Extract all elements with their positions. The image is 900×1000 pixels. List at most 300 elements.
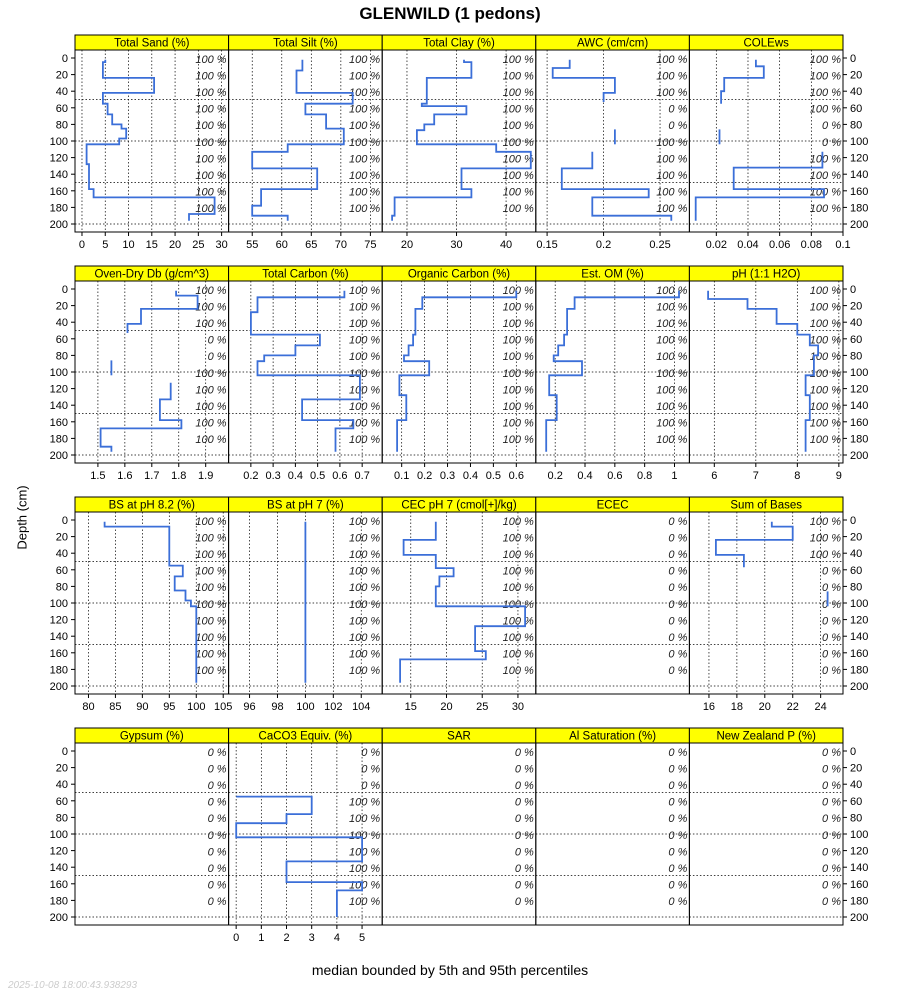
y-tick-label-right: 40	[850, 548, 863, 561]
percent-label: 100 %	[809, 334, 841, 347]
panel-title: Total Silt (%)	[273, 37, 338, 50]
y-tick-label: 20	[55, 762, 68, 775]
percent-label: 100 %	[809, 417, 841, 430]
percent-label: 100 %	[809, 153, 841, 166]
percent-label: 100 %	[809, 549, 841, 562]
y-tick-label-right: 200	[850, 681, 869, 693]
percent-label: 100 %	[502, 632, 534, 645]
panel-title: Total Clay (%)	[423, 37, 495, 50]
y-tick-label-right: 80	[850, 581, 863, 594]
y-tick-label-right: 120	[850, 383, 869, 396]
panel-title: CaCO3 Equiv. (%)	[258, 730, 353, 743]
percent-label: 100 %	[809, 301, 841, 314]
percent-label: 100 %	[502, 103, 534, 116]
percent-label: 100 %	[348, 665, 381, 678]
y-tick-label-right: 0	[850, 746, 857, 758]
x-tick-label: 1.5	[90, 470, 106, 482]
percent-label: 100 %	[656, 136, 688, 149]
panel-title: Sum of Bases	[730, 499, 802, 512]
x-tick-label: 30	[215, 239, 228, 251]
percent-label: 100 %	[348, 532, 381, 545]
panel-title: pH (1:1 H2O)	[732, 268, 801, 281]
x-tick-label: 0.1	[394, 470, 410, 482]
percent-label: 100 %	[502, 120, 534, 133]
y-tick-label: 140	[49, 169, 68, 182]
x-tick-label: 20	[440, 701, 453, 713]
percent-label: 100 %	[348, 70, 381, 83]
percent-label: 100 %	[195, 582, 227, 595]
percent-label: 100 %	[502, 665, 534, 678]
profile-line	[716, 522, 793, 568]
y-tick-label: 140	[49, 862, 68, 875]
y-tick-label: 180	[49, 664, 68, 677]
percent-label: 0 %	[822, 896, 841, 909]
percent-label: 0 %	[668, 549, 688, 562]
y-tick-label: 200	[49, 450, 68, 462]
percent-label: 0 %	[207, 896, 227, 909]
y-tick-label: 60	[55, 333, 68, 346]
percent-label: 100 %	[348, 846, 381, 859]
percent-label: 100 %	[656, 186, 688, 199]
profile-line	[101, 383, 182, 452]
percent-label: 100 %	[195, 70, 227, 83]
percent-label: 0 %	[514, 796, 534, 809]
percent-label: 100 %	[348, 367, 381, 380]
percent-label: 0 %	[668, 665, 688, 678]
percent-label: 0 %	[207, 829, 227, 842]
y-tick-label: 160	[49, 185, 68, 198]
percent-label: 0 %	[668, 813, 688, 826]
percent-label: 100 %	[195, 401, 227, 414]
percent-label: 0 %	[822, 863, 841, 876]
y-tick-label: 20	[55, 300, 68, 313]
x-tick-label: 0.2	[547, 470, 563, 482]
profile-line	[128, 291, 198, 333]
percent-label: 100 %	[502, 565, 534, 578]
percent-label: 100 %	[656, 153, 688, 166]
y-tick-label-right: 60	[850, 795, 863, 808]
percent-label: 0 %	[207, 763, 227, 776]
y-tick-label: 140	[49, 400, 68, 413]
x-tick-label: 60	[275, 239, 288, 251]
percent-label: 100 %	[195, 120, 227, 133]
x-tick-label: 0.6	[508, 470, 524, 482]
percent-label: 100 %	[502, 515, 534, 528]
x-tick-label: 8	[794, 470, 801, 482]
profile-line	[252, 60, 353, 221]
y-tick-label-right: 180	[850, 895, 869, 908]
y-tick-label-right: 40	[850, 779, 863, 792]
y-tick-label: 80	[55, 350, 68, 363]
panel-title: Est. OM (%)	[581, 268, 644, 281]
percent-label: 100 %	[656, 170, 688, 183]
percent-label: 100 %	[502, 87, 534, 100]
percent-label: 0 %	[514, 879, 534, 892]
panel-title: COLEws	[743, 37, 789, 50]
percent-label: 100 %	[502, 401, 534, 414]
percent-label: 0 %	[822, 746, 841, 759]
y-tick-label-right: 140	[850, 631, 869, 644]
percent-label: 0 %	[822, 632, 841, 645]
percent-label: 100 %	[195, 648, 227, 661]
y-tick-label-right: 80	[850, 812, 863, 825]
x-tick-label: 0.4	[462, 470, 479, 482]
percent-label: 100 %	[348, 136, 381, 149]
percent-label: 100 %	[809, 367, 841, 380]
x-tick-label: 16	[702, 701, 716, 713]
x-tick-label: 0.7	[354, 470, 370, 482]
percent-label: 0 %	[668, 103, 688, 116]
x-tick-label: 96	[243, 701, 256, 713]
y-tick-label: 0	[61, 515, 68, 527]
panel-title: SAR	[447, 730, 471, 743]
y-tick-label: 60	[55, 564, 68, 577]
timestamp: 2025-10-08 18:00:43.938293	[8, 980, 138, 991]
x-tick-label: 105	[214, 701, 233, 713]
percent-label: 0 %	[668, 515, 688, 528]
y-tick-label: 120	[49, 383, 68, 396]
y-tick-label: 140	[49, 631, 68, 644]
y-tick-label: 60	[55, 102, 68, 115]
percent-label: 0 %	[822, 829, 841, 842]
x-tick-label: 0.02	[705, 239, 728, 251]
percent-label: 100 %	[195, 417, 227, 430]
percent-label: 100 %	[502, 351, 534, 364]
percent-label: 100 %	[809, 284, 841, 297]
percent-label: 100 %	[502, 70, 534, 83]
x-tick-label: 20	[168, 239, 182, 251]
y-tick-label-right: 60	[850, 564, 863, 577]
y-tick-label: 80	[55, 119, 68, 132]
y-tick-label: 180	[49, 433, 68, 446]
percent-label: 0 %	[514, 813, 534, 826]
percent-label: 0 %	[822, 648, 841, 661]
x-tick-label: 1.9	[198, 470, 214, 482]
percent-label: 100 %	[809, 532, 841, 545]
percent-label: 0 %	[207, 746, 227, 759]
y-tick-label: 60	[55, 795, 68, 808]
x-tick-label: 0.8	[637, 470, 653, 482]
y-tick-label: 100	[49, 598, 68, 610]
percent-label: 0 %	[668, 598, 688, 611]
y-tick-label: 100	[49, 367, 68, 379]
percent-label: 100 %	[195, 153, 227, 166]
percent-label: 100 %	[656, 384, 688, 397]
panel-title: Organic Carbon (%)	[407, 268, 511, 281]
percent-label: 0 %	[822, 846, 841, 859]
profile-line	[721, 60, 764, 104]
percent-label: 100 %	[348, 170, 381, 183]
percent-label: 0 %	[668, 632, 688, 645]
y-tick-label: 80	[55, 812, 68, 825]
percent-label: 0 %	[822, 763, 841, 776]
y-tick-label-right: 140	[850, 862, 869, 875]
x-tick-label: 75	[364, 239, 377, 251]
y-tick-label: 200	[49, 681, 68, 693]
percent-label: 100 %	[502, 136, 534, 149]
y-tick-label-right: 200	[850, 912, 869, 924]
x-tick-label: 0.2	[243, 470, 259, 482]
y-tick-label-right: 140	[850, 400, 869, 413]
y-tick-label-right: 160	[850, 185, 869, 198]
percent-label: 100 %	[195, 203, 227, 216]
percent-label: 100 %	[502, 434, 534, 447]
percent-label: 0 %	[668, 615, 688, 628]
y-tick-label: 40	[55, 779, 68, 792]
percent-label: 0 %	[207, 846, 227, 859]
percent-label: 100 %	[502, 367, 534, 380]
percent-label: 100 %	[502, 153, 534, 166]
percent-label: 0 %	[668, 565, 688, 578]
percent-label: 100 %	[809, 186, 841, 199]
x-tick-label: 4	[333, 932, 340, 944]
percent-label: 100 %	[348, 384, 381, 397]
percent-label: 0 %	[207, 334, 227, 347]
percent-label: 100 %	[195, 170, 227, 183]
x-tick-label: 5	[358, 932, 366, 944]
percent-label: 100 %	[348, 284, 381, 297]
percent-label: 100 %	[195, 103, 227, 116]
x-tick-label: 3	[308, 932, 315, 944]
x-tick-label: 40	[499, 239, 513, 251]
x-tick-label: 85	[109, 701, 122, 713]
x-tick-label: 70	[334, 239, 347, 251]
percent-label: 100 %	[809, 170, 841, 183]
x-tick-label: 22	[786, 701, 799, 713]
percent-label: 100 %	[195, 186, 227, 199]
percent-label: 0 %	[668, 896, 688, 909]
x-tick-label: 0.08	[800, 239, 823, 251]
percent-label: 100 %	[656, 367, 688, 380]
percent-label: 100 %	[195, 434, 227, 447]
percent-label: 100 %	[195, 565, 227, 578]
y-tick-label-right: 140	[850, 169, 869, 182]
y-axis-label: Depth (cm)	[14, 485, 30, 550]
panel-title: BS at pH 8.2 (%)	[108, 499, 195, 512]
percent-label: 100 %	[348, 632, 381, 645]
y-tick-label: 20	[55, 531, 68, 544]
y-tick-label: 100	[49, 136, 68, 148]
percent-label: 0 %	[822, 780, 841, 793]
x-tick-label: 2	[283, 932, 290, 944]
y-tick-label-right: 100	[850, 829, 869, 841]
percent-label: 100 %	[348, 103, 381, 116]
x-tick-label: 1.6	[117, 470, 133, 482]
percent-label: 100 %	[656, 301, 688, 314]
percent-label: 100 %	[195, 615, 227, 628]
x-tick-label: 25	[192, 239, 205, 251]
percent-label: 0 %	[514, 780, 534, 793]
percent-label: 100 %	[502, 318, 534, 331]
percent-label: 100 %	[502, 334, 534, 347]
x-tick-label: 0.15	[536, 239, 558, 251]
percent-label: 0 %	[822, 598, 841, 611]
y-tick-label-right: 120	[850, 845, 869, 858]
percent-label: 100 %	[656, 417, 688, 430]
panel-title: CEC pH 7 (cmol[+]/kg)	[401, 499, 517, 512]
percent-label: 100 %	[502, 53, 534, 66]
percent-label: 100 %	[348, 120, 381, 133]
percent-label: 100 %	[348, 53, 381, 66]
x-tick-label: 90	[136, 701, 149, 713]
percent-label: 0 %	[668, 746, 688, 759]
percent-label: 100 %	[195, 532, 227, 545]
profile-line	[553, 60, 615, 102]
percent-label: 100 %	[348, 515, 381, 528]
y-tick-label: 40	[55, 86, 68, 99]
percent-label: 0 %	[514, 829, 534, 842]
y-tick-label: 180	[49, 895, 68, 908]
percent-label: 100 %	[195, 549, 227, 562]
percent-label: 100 %	[809, 515, 841, 528]
x-tick-label: 102	[324, 701, 343, 713]
percent-label: 0 %	[361, 763, 381, 776]
y-tick-label: 160	[49, 416, 68, 429]
percent-label: 100 %	[809, 87, 841, 100]
x-tick-label: 0.06	[768, 239, 791, 251]
percent-label: 0 %	[822, 665, 841, 678]
panel-title: AWC (cm/cm)	[577, 37, 649, 50]
y-tick-label-right: 0	[850, 515, 857, 527]
percent-label: 100 %	[348, 879, 381, 892]
percent-label: 0 %	[668, 763, 688, 776]
percent-label: 100 %	[502, 186, 534, 199]
percent-label: 0 %	[822, 813, 841, 826]
panel-title: Total Carbon (%)	[262, 268, 349, 281]
percent-label: 100 %	[348, 203, 381, 216]
percent-label: 100 %	[502, 648, 534, 661]
panel-title: Total Sand (%)	[114, 37, 190, 50]
percent-label: 0 %	[207, 813, 227, 826]
x-tick-label: 1.7	[144, 470, 160, 482]
percent-label: 100 %	[195, 284, 227, 297]
percent-label: 100 %	[656, 318, 688, 331]
y-tick-label: 180	[49, 202, 68, 215]
profile-line	[708, 291, 818, 452]
x-tick-label: 0.5	[309, 470, 326, 482]
x-tick-label: 0.4	[577, 470, 593, 482]
y-tick-label-right: 100	[850, 367, 869, 379]
profile-line	[696, 152, 824, 221]
y-tick-label: 40	[55, 317, 68, 330]
percent-label: 100 %	[809, 203, 841, 216]
percent-label: 100 %	[195, 515, 227, 528]
y-tick-label-right: 180	[850, 433, 869, 446]
percent-label: 0 %	[514, 896, 534, 909]
percent-label: 0 %	[514, 863, 534, 876]
x-tick-label: 55	[246, 239, 259, 251]
percent-label: 100 %	[195, 598, 227, 611]
panel-title: New Zealand P (%)	[716, 730, 816, 743]
x-tick-label: 10	[122, 239, 135, 251]
percent-label: 0 %	[668, 796, 688, 809]
percent-label: 100 %	[656, 401, 688, 414]
percent-label: 100 %	[195, 53, 227, 66]
y-tick-label-right: 160	[850, 647, 869, 660]
percent-label: 100 %	[348, 829, 381, 842]
percent-label: 100 %	[809, 318, 841, 331]
profile-line	[562, 152, 672, 221]
x-tick-label: 9	[835, 470, 842, 482]
x-tick-label: 100	[296, 701, 315, 713]
percent-label: 0 %	[668, 120, 688, 133]
percent-label: 100 %	[656, 70, 688, 83]
panel-title: Oven-Dry Db (g/cm^3)	[94, 268, 210, 281]
percent-label: 100 %	[809, 384, 841, 397]
percent-label: 100 %	[348, 401, 381, 414]
x-tick-label: 1	[671, 470, 678, 482]
percent-label: 0 %	[822, 796, 841, 809]
percent-label: 0 %	[668, 829, 688, 842]
x-tick-label: 0.04	[737, 239, 759, 251]
percent-label: 100 %	[809, 53, 841, 66]
x-tick-label: 0.3	[265, 470, 281, 482]
x-tick-label: 15	[145, 239, 158, 251]
percent-label: 0 %	[822, 120, 841, 133]
percent-label: 100 %	[348, 648, 381, 661]
y-tick-label-right: 80	[850, 119, 863, 132]
y-tick-label-right: 60	[850, 102, 863, 115]
percent-label: 100 %	[656, 434, 688, 447]
x-tick-label: 65	[305, 239, 318, 251]
percent-label: 0 %	[822, 565, 841, 578]
percent-label: 100 %	[656, 87, 688, 100]
percent-label: 100 %	[656, 53, 688, 66]
percent-label: 100 %	[348, 186, 381, 199]
x-tick-label: 1.8	[171, 470, 187, 482]
percent-label: 100 %	[502, 301, 534, 314]
x-tick-label: 0.1	[835, 239, 851, 251]
y-tick-label: 80	[55, 581, 68, 594]
y-tick-label: 20	[55, 69, 68, 82]
figure-title: GLENWILD (1 pedons)	[359, 4, 541, 23]
x-tick-label: 18	[730, 701, 744, 713]
y-tick-label-right: 40	[850, 317, 863, 330]
profile-line	[397, 291, 516, 452]
percent-label: 100 %	[348, 334, 381, 347]
y-tick-label-right: 0	[850, 284, 857, 296]
x-tick-label: 7	[752, 470, 759, 482]
percent-label: 100 %	[348, 565, 381, 578]
x-axis-label: median bounded by 5th and 95th percentiles	[311, 962, 589, 978]
percent-label: 100 %	[809, 351, 841, 364]
percent-label: 100 %	[348, 813, 381, 826]
x-tick-label: 0.5	[485, 470, 502, 482]
percent-label: 0 %	[822, 615, 841, 628]
x-tick-label: 5	[102, 239, 109, 251]
x-tick-label: 0.4	[287, 470, 304, 482]
percent-label: 0 %	[361, 746, 381, 759]
percent-label: 0 %	[514, 746, 534, 759]
percent-label: 100 %	[502, 598, 534, 611]
y-tick-label: 0	[61, 53, 68, 65]
profile-line	[251, 291, 360, 452]
x-tick-label: 15	[404, 701, 417, 713]
y-tick-label-right: 40	[850, 86, 863, 99]
percent-label: 0 %	[668, 582, 688, 595]
y-tick-label-right: 20	[850, 69, 863, 82]
panel-title: Al Saturation (%)	[569, 730, 657, 743]
y-tick-label-right: 0	[850, 53, 857, 65]
panel-title: Gypsum (%)	[119, 730, 184, 743]
y-tick-label: 120	[49, 614, 68, 627]
percent-label: 100 %	[502, 417, 534, 430]
percent-label: 100 %	[348, 598, 381, 611]
y-tick-label-right: 20	[850, 531, 863, 544]
percent-label: 100 %	[348, 301, 381, 314]
y-tick-label: 120	[49, 152, 68, 165]
percent-label: 100 %	[348, 615, 381, 628]
